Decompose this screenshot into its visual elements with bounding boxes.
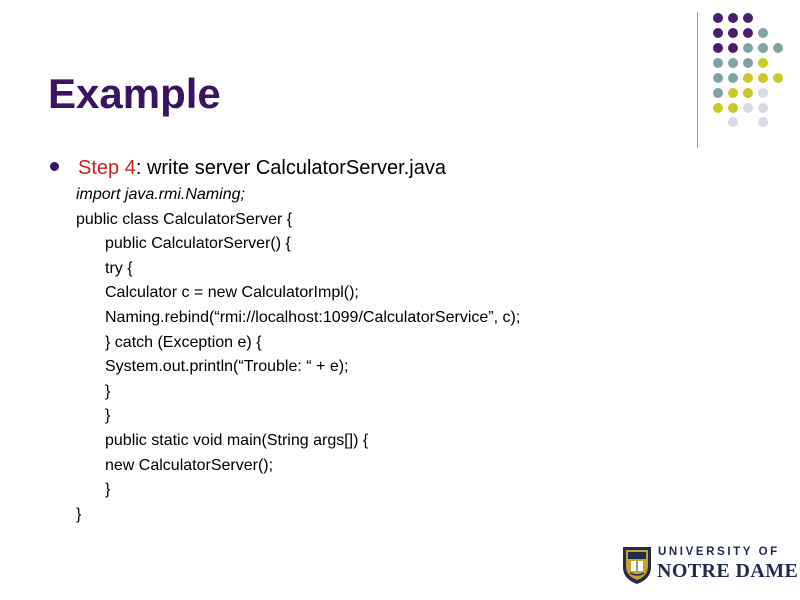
decorative-dot [728,117,738,127]
code-line: } catch (Exception e) { [105,333,262,351]
code-line: import java.rmi.Naming; [76,186,245,203]
decorative-dot [743,88,753,98]
decorative-dot [713,88,723,98]
decorative-dot [728,88,738,98]
decorative-dot [758,73,768,83]
decorative-dot [743,103,753,113]
code-line: new CalculatorServer(); [105,456,274,474]
decorative-dot [758,58,768,68]
decorative-dot [728,28,738,38]
decorative-dot [713,103,723,113]
code-line: } [105,407,111,425]
logo-line-university: UNIVERSITY OF [658,546,780,558]
decorative-dot [743,73,753,83]
decorative-dot [758,28,768,38]
bullet-step [78,157,446,180]
decorative-dot [713,73,723,83]
decorative-dot [728,58,738,68]
decorative-dot [713,43,723,53]
code-line: public static void main(String args[]) { [105,432,369,449]
decorative-dot [728,73,738,83]
shield-icon [622,545,652,585]
code-line: } [105,481,111,499]
decorative-dot [743,13,753,23]
decorative-dot [728,13,738,23]
decorative-dot [773,73,783,83]
decorative-dot [713,28,723,38]
decorative-dot [743,28,753,38]
code-line: public class CalculatorServer { [76,210,293,228]
decorative-dot [758,103,768,113]
step-description: : write server CalculatorServer.java [135,157,446,179]
decorative-dot [743,43,753,53]
step-label: Step 4 [78,157,136,179]
code-line: public CalculatorServer() { [105,235,291,253]
notre-dame-logo [622,545,799,590]
code-line: try { [105,259,133,277]
slide-title: Example [48,70,221,117]
code-line: } [76,505,82,523]
code-line: Calculator c = new CalculatorImpl(); [105,284,359,302]
decorative-dot [758,43,768,53]
code-line: } [105,382,111,400]
code-line: System.out.println(“Trouble: “ + e); [105,358,349,376]
bullet-icon [50,162,59,171]
logo-line-notre-dame: NOTRE DAME [657,560,799,582]
decorative-dot [743,58,753,68]
code-line: Naming.rebind(“rmi://localhost:1099/CalculatorService”, c); [105,309,521,326]
decorative-dot [758,117,768,127]
decorative-dot [728,43,738,53]
decorative-divider [697,12,698,148]
decorative-dot [773,43,783,53]
decorative-dot [713,58,723,68]
decorative-dot [758,88,768,98]
decorative-dot [728,103,738,113]
decorative-dot [713,13,723,23]
